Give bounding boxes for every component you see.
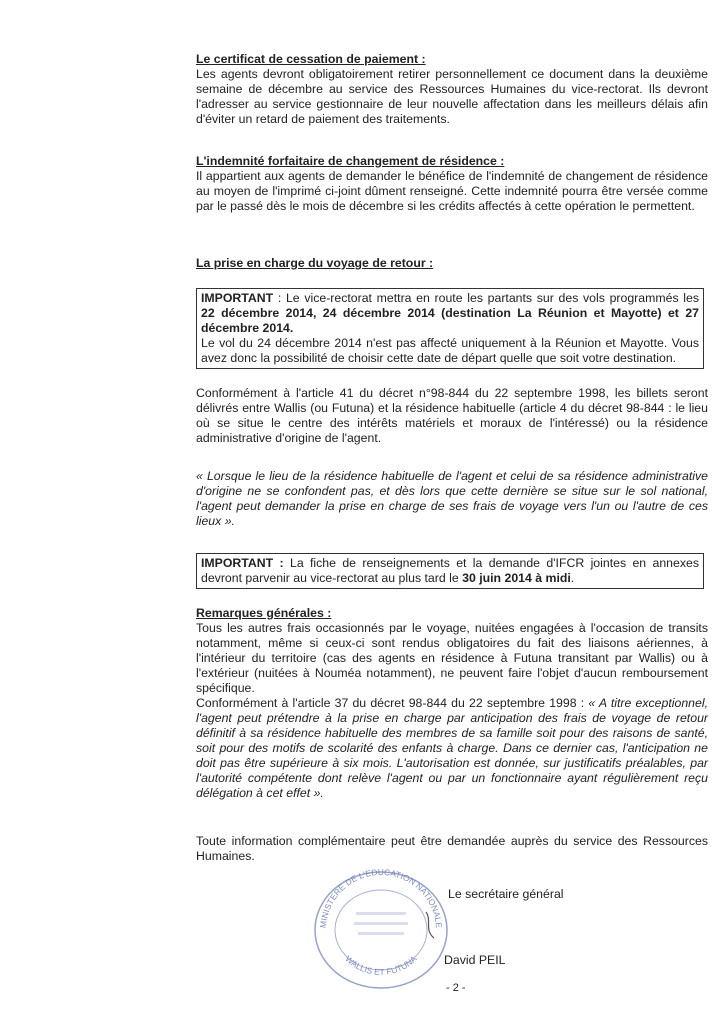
heading-voyage: La prise en charge du voyage de retour :	[196, 256, 434, 270]
stamp-text-top: MINISTERE DE L'EDUCATION NATIONALE	[317, 867, 445, 929]
important-dates: 22 décembre 2014, 24 décembre 2014 (destination La Réunion et Mayotte) et 27 décembre 2014.	[201, 306, 699, 335]
paragraph-article-41	[196, 386, 708, 446]
text-remarques-2	[196, 696, 708, 801]
section-remarques	[196, 606, 708, 801]
heading-indemnite: L'indemnité forfaitaire de changement de résidence :	[196, 154, 505, 168]
important-text-2: La fiche de renseignements et la demande d'IFCR jointes en annexes devront parvenir au vice-rectorat au plus tard le	[201, 556, 699, 585]
signature-name: David PEIL	[444, 953, 506, 967]
important-box-deadline	[196, 553, 704, 589]
text-remarques-1: Tous les autres frais occasionnés par le voyage, nuitées engagées à l'occasion de transits notamment, même si ceux-ci sont rendus obligatoires du fait des liaisons aériennes, à l'intérieur du territoire (cas des agents en résidence à Futuna transitant par Wallis) ou à l'extérieur (nuitées à Nouméa notamment), ne peuvent faire l'objet d'aucun remboursement spécifique.	[196, 621, 708, 695]
important-text-1b: Le vol du 24 décembre 2014 n'est pas affecté uniquement à la Réunion et Mayotte. Vous avez donc la possibilité de choisir cette date de départ quelle que soit votre destination.	[201, 336, 699, 365]
stamp-text-bottom: WALLIS ET FUTUNA	[343, 953, 419, 977]
text-closing: Toute information complémentaire peut être demandée auprès du service des Ressources Humaines.	[196, 834, 708, 863]
important-box-vols	[196, 288, 704, 369]
heading-remarques: Remarques générales :	[196, 606, 332, 620]
important-label-1: IMPORTANT	[201, 291, 274, 305]
page-number: - 2 -	[446, 982, 466, 994]
quote-residence	[196, 469, 708, 529]
section-voyage	[196, 256, 708, 271]
text-indemnite: Il appartient aux agents de demander le bénéfice de l'indemnité de changement de résidence au moyen de l'imprimé ci-joint dûment renseigné. Cette indemnité pourra être versée comme par le passé dès le mois de décembre si les crédits affectés à cette opération le permettent.	[196, 169, 708, 213]
deadline-date: 30 juin 2014 à midi	[462, 571, 571, 585]
important-text-1a: : Le vice-rectorat mettra en route les partants sur des vols programmés les	[273, 291, 699, 305]
important-text-2-end: .	[570, 571, 575, 585]
quote-article-37: « A titre exceptionnel, l'agent peut prétendre à la prise en charge par anticipation des frais de voyage de retour définitif à sa résidence habituelle des membres de sa famille soit pour des raisons de santé, soit pour des motifs de scolarité des enfants à charge. Dans ce dernier cas, l'anticipation ne doit pas être supérieure à six mois. L'autorisation est donnée, sur justificatifs préalables, par l'autorité compétente dont relève l'agent ou par un fonctionnaire ayant régulièrement reçu délégation à cet effet ».	[196, 696, 708, 800]
section-indemnite	[196, 154, 708, 214]
section-certificat	[196, 52, 708, 127]
important-label-2: IMPORTANT :	[201, 556, 284, 570]
text-article-37: Conformément à l'article 37 du décret 98-844 du 22 septembre 1998 :	[196, 696, 589, 710]
heading-certificat: Le certificat de cessation de paiement :	[196, 52, 426, 66]
text-certificat: Les agents devront obligatoirement retirer personnellement ce document dans la deuxième semaine de décembre au service des Ressources Humaines du vice-rectorat. Ils devront l'adresser au service gestionnaire de leur nouvelle affectation dans les meilleurs délais afin d'éviter un retard de paiement des traitements.	[196, 67, 708, 126]
signature-title: Le secrétaire général	[448, 887, 564, 901]
text-quote-residence: « Lorsque le lieu de la résidence habituelle de l'agent et celui de sa résidence administrative d'origine ne se confondent pas, et dès lors que cette dernière se situe sur le sol national, l'agent peut demander la prise en charge de ses frais de voyage vers l'un ou l'autre de ces lieux ».	[196, 469, 708, 528]
official-stamp	[306, 860, 456, 990]
text-article-41: Conformément à l'article 41 du décret n°98-844 du 22 septembre 1998, les billets seront délivrés entre Wallis (ou Futuna) et la résidence habituelle (article 4 du décret 98-844 : le lieu où se situe le centre des intérêts matériels et moraux de l'intéressé) ou la résidence administrative d'origine de l'agent.	[196, 386, 708, 445]
